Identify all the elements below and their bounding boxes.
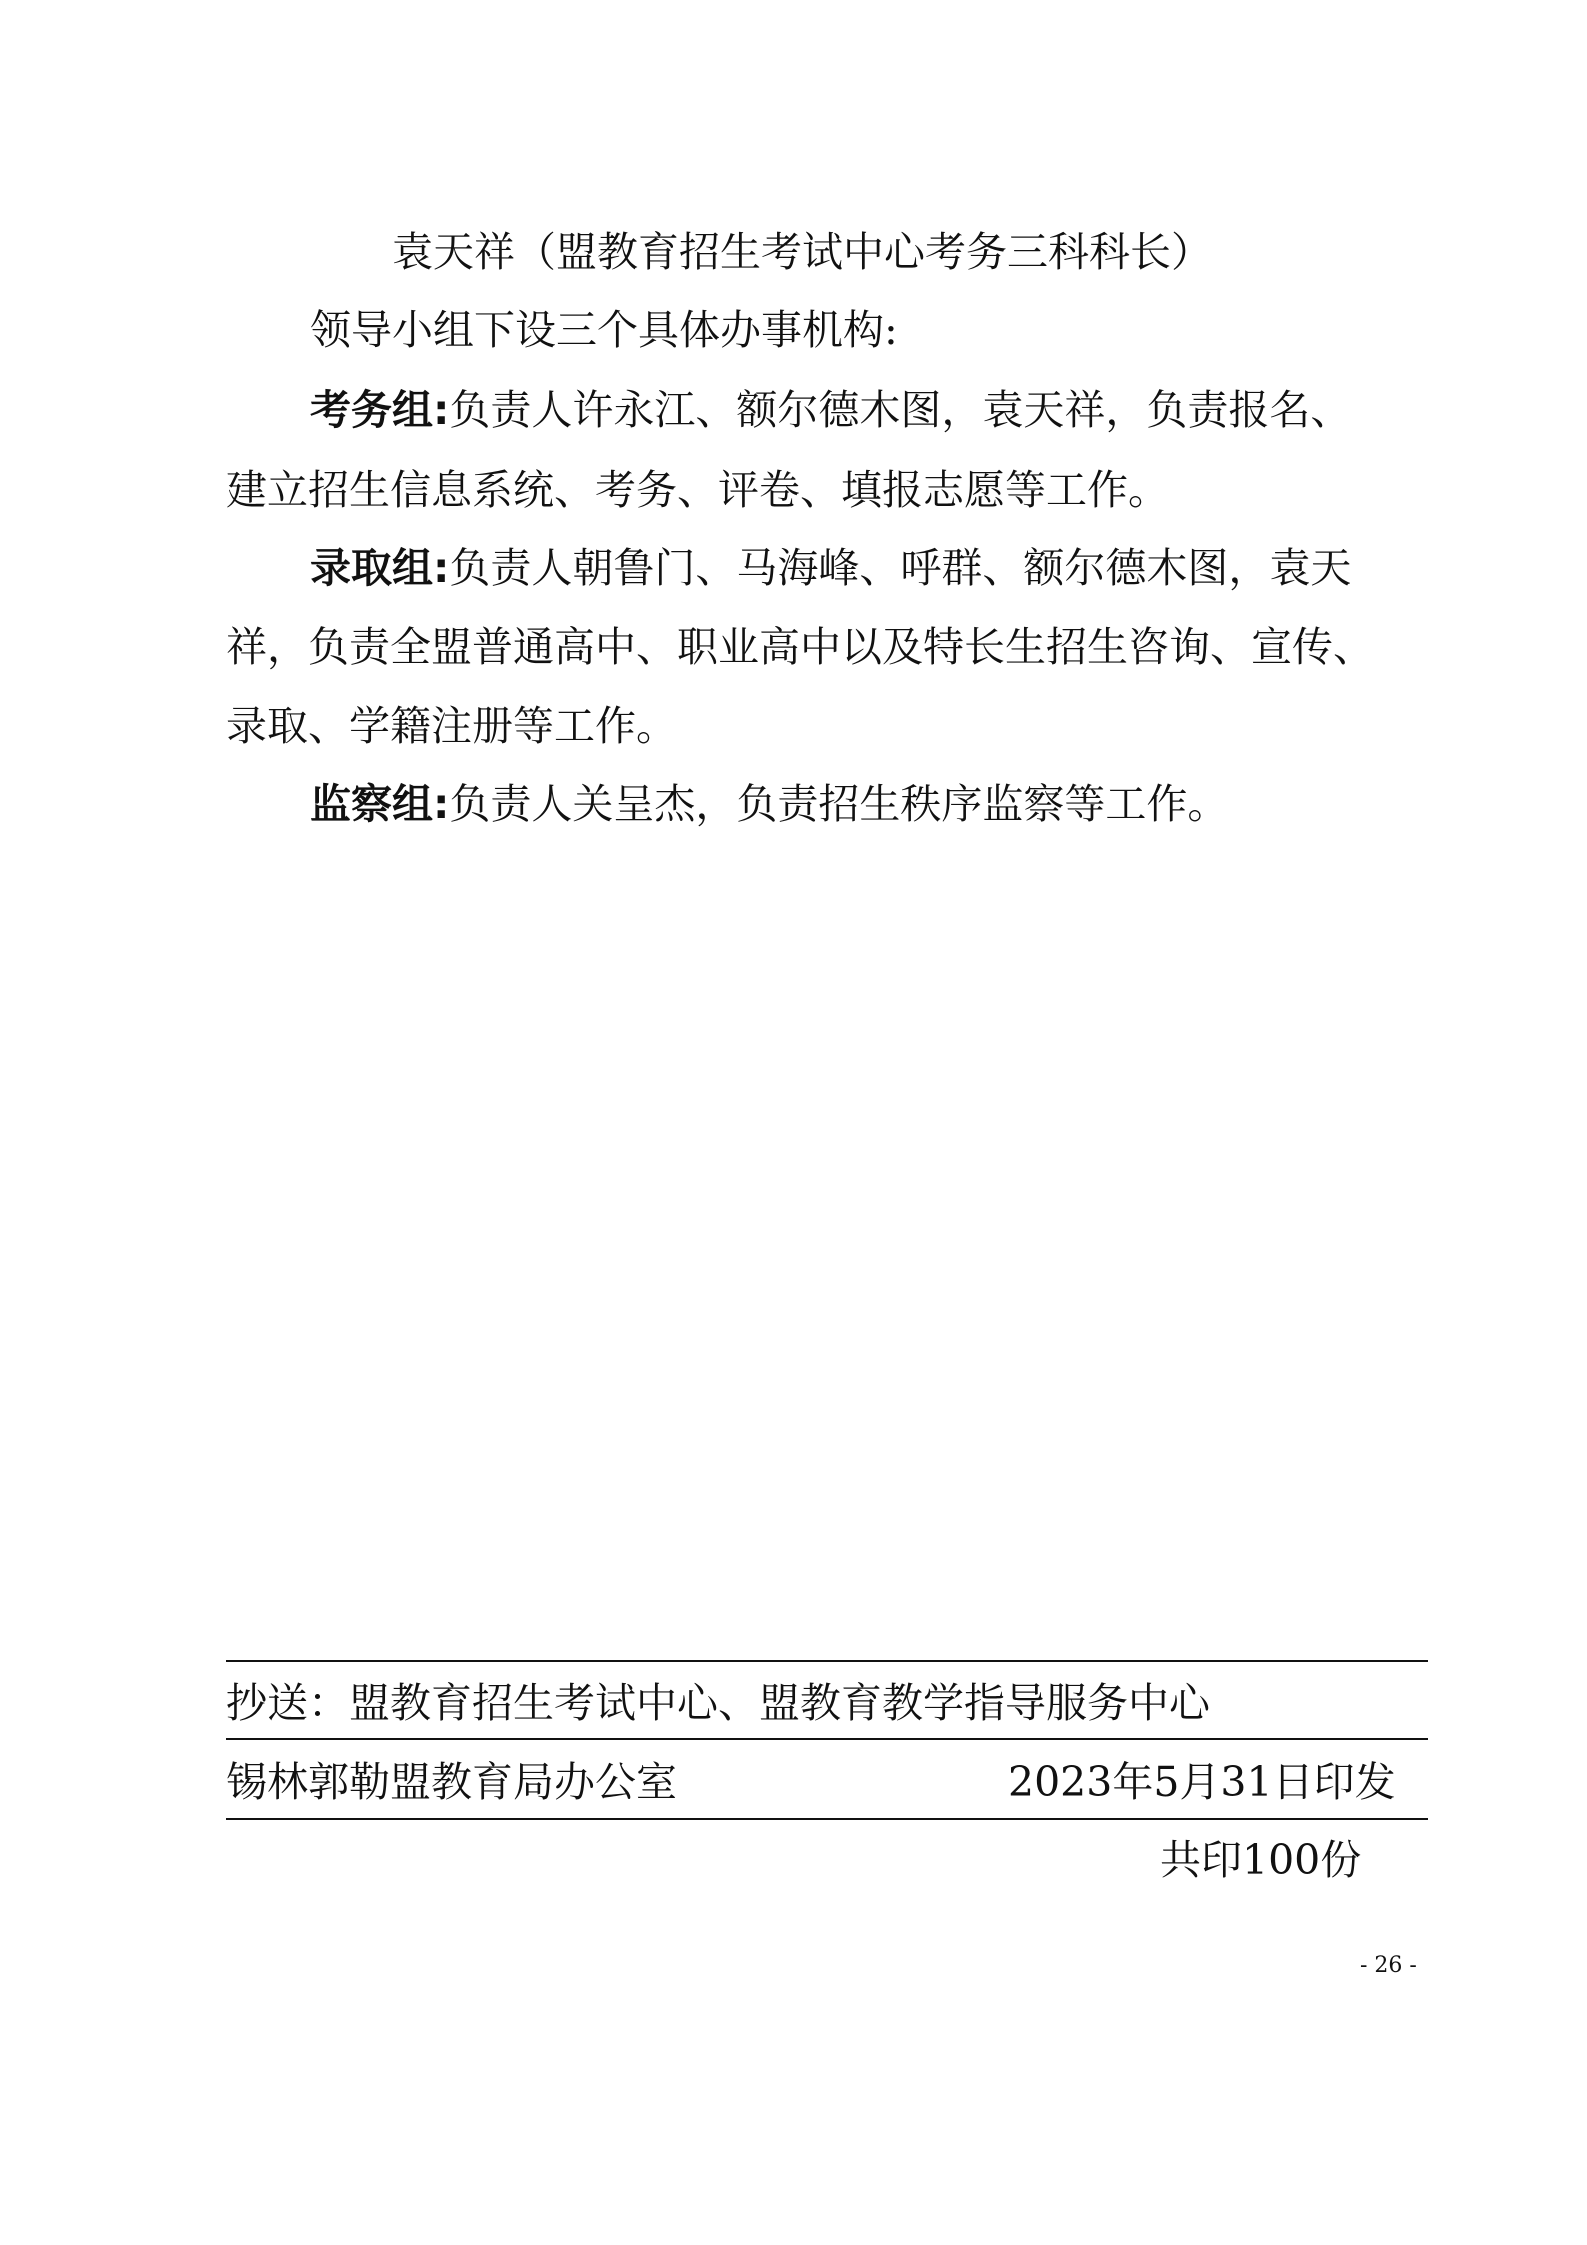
luqu-paragraph-line-1 — [310, 544, 1352, 592]
body-line-2: 领导小组下设三个具体办事机构: — [310, 306, 898, 354]
cc-line: 抄送：盟教育招生考试中心、盟教育教学指导服务中心 — [226, 1679, 1210, 1727]
kaowu-label: 考务组: — [310, 386, 450, 434]
issue-date: 2023年5月31日印发 — [1008, 1758, 1396, 1806]
luqu-paragraph-line-3: 录取、学籍注册等工作。 — [226, 702, 677, 750]
luqu-paragraph-line-2: 祥，负责全盟普通高中、职业高中以及特长生招生咨询、宣传、 — [226, 623, 1374, 671]
jiancha-label: 监察组: — [310, 780, 450, 828]
footer-middle-rule — [226, 1738, 1428, 1740]
kaowu-text-1: 负责人许永江、额尔德木图，袁天祥，负责报名、 — [449, 386, 1352, 434]
issuer: 锡林郭勒盟教育局办公室 — [226, 1758, 677, 1806]
jiancha-text-1: 负责人关呈杰，负责招生秩序监察等工作。 — [449, 780, 1229, 828]
kaowu-paragraph-line-1 — [310, 386, 1352, 434]
luqu-label: 录取组: — [310, 544, 450, 592]
kaowu-paragraph-line-2: 建立招生信息系统、考务、评卷、填报志愿等工作。 — [226, 466, 1169, 514]
copies-count: 共印100份 — [1160, 1836, 1362, 1884]
footer-bottom-rule — [226, 1818, 1428, 1820]
page-number: - 26 - — [1360, 1953, 1417, 1978]
jiancha-paragraph-line-1 — [310, 780, 1229, 828]
body-line-1: 袁天祥（盟教育招生考试中心考务三科科长） — [392, 228, 1212, 276]
luqu-text-1: 负责人朝鲁门、马海峰、呼群、额尔德木图，袁天 — [449, 544, 1352, 592]
footer-top-rule — [226, 1660, 1428, 1662]
